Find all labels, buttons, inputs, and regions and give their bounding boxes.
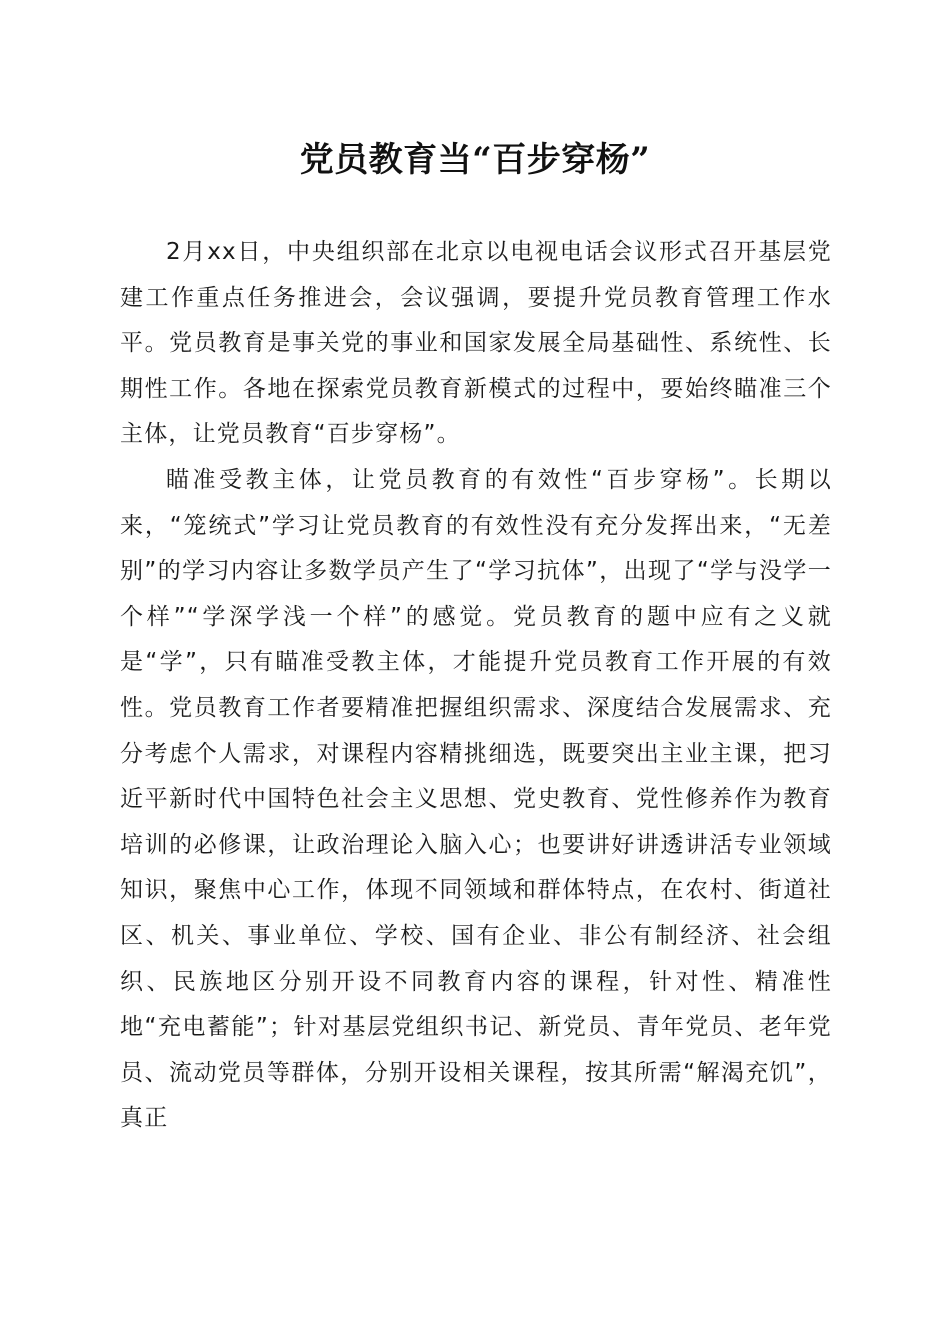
paragraph-target-learners: 瞄准受教主体，让党员教育的有效性“百步穿杨”。长期以来，“笼统式”学习让党员教育的有效性没有充分发挥出来，“无差别”的学习内容让多数学员产生了“学习抗体”，出现了“学与没学一个样”“学深学浅一个样”的感觉。党员教育的题中应有之义就是“学”，只有瞄准受教主体，才能提升党员教育工作开展的有效性。党员教育工作者要精准把握组织需求、深度结合发展需求、充分考虑个人需求，对课程内容精挑细选，既要突出主业主课，把习近平新时代中国特色社会主义思想、党史教育、党性修养作为教育培训的必修课，让政治理论入脑入心；也要讲好讲透讲活专业领域知识，聚焦中心工作，体现不同领域和群体特点，在农村、街道社区、机关、事业单位、学校、国有企业、非公有制经济、社会组织、民族地区分别开设不同教育内容的课程，针对性、精准性地“充电蓄能”；针对基层党组织书记、新党员、青年党员、老年党员、流动党员等群体，分别开设相关课程，按其所需“解渴充饥”，真正 [120, 466, 832, 1132]
document-title: 党员教育当“百步穿杨” [299, 140, 651, 180]
document-body [120, 230, 832, 1142]
paragraph-intro: 2月xx日，中央组织部在北京以电视电话会议形式召开基层党建工作重点任务推进会，会议强调，要提升党员教育管理工作水平。党员教育是事关党的事业和国家发展全局基础性、系统性、长期性工作。各地在探索党员教育新模式的过程中，要始终瞄准三个主体，让党员教育“百步穿杨”。 [120, 239, 832, 448]
